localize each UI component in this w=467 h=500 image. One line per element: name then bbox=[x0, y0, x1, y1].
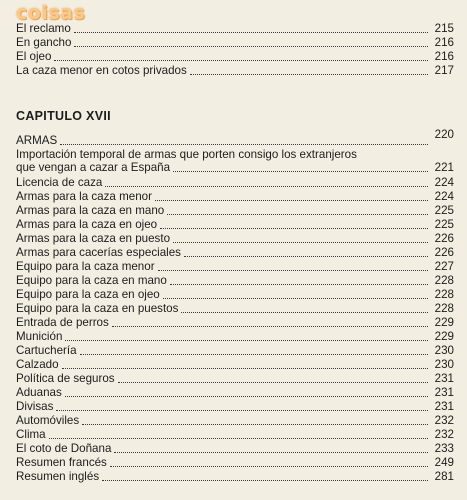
toc-entry-label: Calzado bbox=[16, 358, 59, 371]
toc-entry bbox=[16, 176, 454, 189]
toc-entry-label: Armas para la caza menor bbox=[16, 190, 152, 203]
toc-entry bbox=[16, 358, 454, 371]
toc-entry bbox=[16, 128, 454, 147]
toc-entry bbox=[16, 22, 454, 35]
toc-entry-label: Armas para la caza en puesto bbox=[16, 232, 171, 245]
toc-entry-page: 229 bbox=[434, 316, 454, 329]
dot-leader bbox=[170, 284, 428, 285]
toc-entry bbox=[16, 470, 454, 483]
dot-leader bbox=[155, 200, 428, 201]
toc-entry bbox=[16, 204, 454, 217]
dot-leader bbox=[74, 32, 428, 33]
toc-entry-label: Armas para cacerías especiales bbox=[16, 246, 181, 259]
toc-entry-label: Equipo para la caza en mano bbox=[16, 274, 167, 287]
toc-entry-page: 230 bbox=[434, 344, 454, 357]
toc-entry-multiline bbox=[16, 148, 454, 174]
dot-leader bbox=[54, 60, 428, 61]
toc-entry-label-line1: Importación temporal de armas que porten consigo los extranjeros bbox=[16, 148, 357, 161]
toc-entry-page: 249 bbox=[434, 456, 454, 469]
toc-entry-label: Automóviles bbox=[16, 414, 80, 427]
toc-entry-label-line2: que vengan a cazar a España bbox=[16, 161, 171, 174]
toc-entry bbox=[16, 190, 454, 203]
toc-entry bbox=[16, 218, 454, 231]
toc-entry-label: Política de seguros bbox=[16, 372, 115, 385]
toc-entry-page: 230 bbox=[434, 358, 454, 371]
toc-entry bbox=[16, 386, 454, 399]
toc-entry-label: Armas para la caza en ojeo bbox=[16, 218, 158, 231]
toc-entry-page: 228 bbox=[434, 274, 454, 287]
dot-leader bbox=[160, 228, 428, 229]
dot-leader bbox=[74, 46, 428, 47]
toc-entry-page: 225 bbox=[434, 218, 454, 231]
toc-entry-page: 232 bbox=[434, 414, 454, 427]
toc-entry-label: En gancho bbox=[16, 36, 72, 49]
toc-entry-page: 216 bbox=[434, 36, 454, 49]
toc-entry-label: Equipo para la caza en ojeo bbox=[16, 288, 160, 301]
toc-entry bbox=[16, 400, 454, 413]
toc-entry-page: 231 bbox=[434, 386, 454, 399]
toc-entry-page: 220 bbox=[434, 128, 454, 141]
toc-entry-label: Cartuchería bbox=[16, 344, 77, 357]
dot-leader bbox=[49, 438, 428, 439]
toc-entry-page: 228 bbox=[434, 288, 454, 301]
toc-entry-page: 226 bbox=[434, 246, 454, 259]
dot-leader bbox=[105, 186, 428, 187]
toc-entry-label: El coto de Doñana bbox=[16, 442, 112, 455]
dot-leader bbox=[110, 466, 428, 467]
dot-leader bbox=[80, 354, 428, 355]
toc-entry bbox=[16, 274, 454, 287]
toc-entry bbox=[16, 428, 454, 441]
toc-entry-label: Aduanas bbox=[16, 386, 62, 399]
toc-entry-page: 281 bbox=[434, 470, 454, 483]
toc-entry-page: 225 bbox=[434, 204, 454, 217]
toc-entry-label: La caza menor en cotos privados bbox=[16, 64, 187, 77]
toc-entry-page: 233 bbox=[434, 442, 454, 455]
toc-entry-label: Equipo para la caza menor bbox=[16, 260, 155, 273]
toc-entry-page: 215 bbox=[434, 22, 454, 35]
chapter-heading: CAPITULO XVII bbox=[16, 109, 111, 123]
toc-entry-page: 221 bbox=[434, 161, 454, 174]
toc-entry bbox=[16, 316, 454, 329]
toc-entry-label: El ojeo bbox=[16, 50, 52, 63]
toc-entry-page: 228 bbox=[434, 302, 454, 315]
toc-entry-page: 227 bbox=[434, 260, 454, 273]
toc-entry-label: Licencia de caza bbox=[16, 176, 103, 189]
toc-entry-label: Entrada de perros bbox=[16, 316, 109, 329]
toc-entry-page: 231 bbox=[434, 400, 454, 413]
toc-entry-label: Resumen inglés bbox=[16, 470, 100, 483]
toc-entry-label: Clima bbox=[16, 428, 46, 441]
toc-entry-page: 224 bbox=[434, 190, 454, 203]
dot-leader bbox=[158, 270, 428, 271]
dot-leader bbox=[167, 214, 428, 215]
toc-entry-label: El reclamo bbox=[16, 22, 71, 35]
toc-entry-page: 224 bbox=[434, 176, 454, 189]
toc-entry bbox=[16, 50, 454, 63]
toc-entry bbox=[16, 260, 454, 273]
toc-entry-page: 231 bbox=[434, 372, 454, 385]
dot-leader bbox=[173, 242, 428, 243]
toc-entry-label: ARMAS bbox=[16, 134, 58, 147]
dot-leader bbox=[181, 312, 428, 313]
dot-leader bbox=[102, 480, 428, 481]
toc-entry bbox=[16, 36, 454, 49]
dot-leader bbox=[163, 298, 428, 299]
toc-entry-label: Resumen francés bbox=[16, 456, 107, 469]
toc-entry-page: 216 bbox=[434, 50, 454, 63]
dot-leader bbox=[62, 368, 428, 369]
toc-entry bbox=[16, 64, 454, 77]
toc-entry bbox=[16, 232, 454, 245]
toc-entry-page: 229 bbox=[434, 330, 454, 343]
dot-leader bbox=[65, 340, 428, 341]
dot-leader bbox=[65, 396, 428, 397]
toc-entry-label: Munición bbox=[16, 330, 63, 343]
toc-entry bbox=[16, 302, 454, 315]
toc-entry-page: 226 bbox=[434, 232, 454, 245]
dot-leader bbox=[60, 144, 428, 145]
dot-leader bbox=[118, 382, 428, 383]
dot-leader bbox=[82, 424, 428, 425]
toc-entry bbox=[16, 442, 454, 455]
toc-entry bbox=[16, 414, 454, 427]
toc-entry-label: Divisas bbox=[16, 400, 54, 413]
toc-entry bbox=[16, 288, 454, 301]
toc-entry bbox=[16, 372, 454, 385]
watermark-logo: coisas bbox=[16, 2, 86, 24]
toc-entry bbox=[16, 456, 454, 469]
toc-entry bbox=[16, 330, 454, 343]
dot-leader bbox=[112, 326, 428, 327]
dot-leader bbox=[184, 256, 428, 257]
toc-entry-label: Equipo para la caza en puestos bbox=[16, 302, 179, 315]
dot-leader bbox=[56, 410, 428, 411]
toc-entry-page: 217 bbox=[434, 64, 454, 77]
toc-entry-page: 232 bbox=[434, 428, 454, 441]
dot-leader bbox=[190, 74, 428, 75]
toc-entry-label: Armas para la caza en mano bbox=[16, 204, 165, 217]
toc-entry bbox=[16, 344, 454, 357]
dot-leader bbox=[173, 171, 428, 172]
dot-leader bbox=[114, 452, 428, 453]
toc-entry bbox=[16, 246, 454, 259]
